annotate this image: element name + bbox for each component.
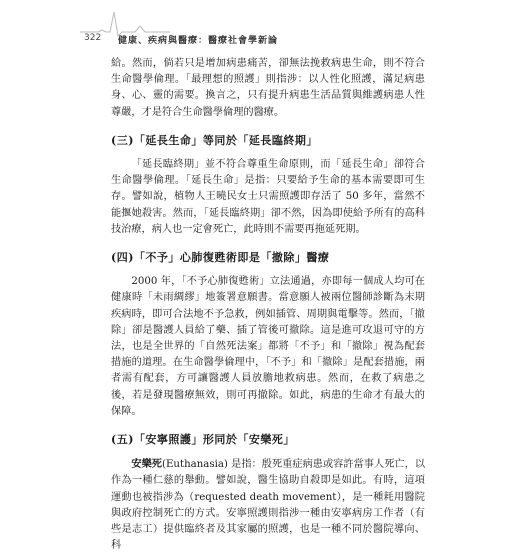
paragraph-euthanasia-text: (Euthanasia) 是指：殷死重症病患或容許當事人死亡，以作為一種仁慈的舉動。譬如說，醫生協助自殺即是如此。有時，這項運動也被指涉為（requested death movement），是一種耗用醫院與政府控制死亡的方式。安寧照護則指涉一種由安寧病房工作者（有些是志工）提供臨終者及其家屬的照護，也是一種不同於醫院導向、科 bbox=[111, 459, 426, 552]
term-euthanasia: 安樂死 bbox=[131, 458, 163, 471]
page-body bbox=[111, 56, 425, 554]
paragraph-continuation: 給。然而，倘若只是增加病患痛苦，卻無法挽救病患生命，則不符合生命醫學倫理。「最理想的照護」則指涉：以人性化照護，滿足病患身、心、靈的需要。換言之，只有提升病患生活品質與維護病患人性尊嚴，才是符合生命醫學倫理的醫療。 bbox=[111, 58, 425, 118]
paragraph-prolong-life: 「延長臨終期」並不符合尊重生命原則，而「延長生命」卻符合生命醫學倫理。「延長生命」是指：只要給予生命的基本需要即可生存。譬如說，植物人王曉民女士只需照護即存活了 50 多年，當然不能揠她殺害。然而，「延長臨終期」卻不然，因為即使給予所有的高科技治療，病人也一定會死亡，此時則不需要再拖延死期。 bbox=[111, 159, 425, 235]
section-heading-4: (四)「不予」心肺復甦術即是「撤除」醫療 bbox=[111, 251, 330, 265]
section-heading-5: (五)「安寧照護」形同於「安樂死」 bbox=[111, 433, 295, 447]
paragraph-dnr: 2000 年，「不予心肺復甦術」立法通過，亦即每一個成人均可在健康時「未雨綢繆」地簽署意願書。當意願人被兩位醫師診斷為末期疾病時，即可合法地不予急救，例如插管、周期與電擊等。然而，「撤除」卻是醫護人員給了藥、插了管後可撤除。這是進可攻退可守的方法，也是全世界的「自然死法案」都將「不予」和「撤除」視為配套措施的道理。在生命醫學倫理中，「不予」和「撤除」是配套措施，兩者需有配套，方可讓醫護人員放膽地救病患。然而，在救了病患之後，若是發現醫療無效，則可再撤除。如此，病患的生命才有最大的保障。 bbox=[111, 276, 425, 417]
section-heading-3: (三)「延長生命」等同於「延長臨終期」 bbox=[111, 133, 318, 147]
paragraph-euthanasia bbox=[111, 456, 425, 554]
page-header bbox=[0, 0, 520, 52]
page-number: 322 bbox=[84, 33, 102, 43]
running-header-title: 健康、疾病與醫療：醫療社會學新論 bbox=[118, 36, 279, 46]
